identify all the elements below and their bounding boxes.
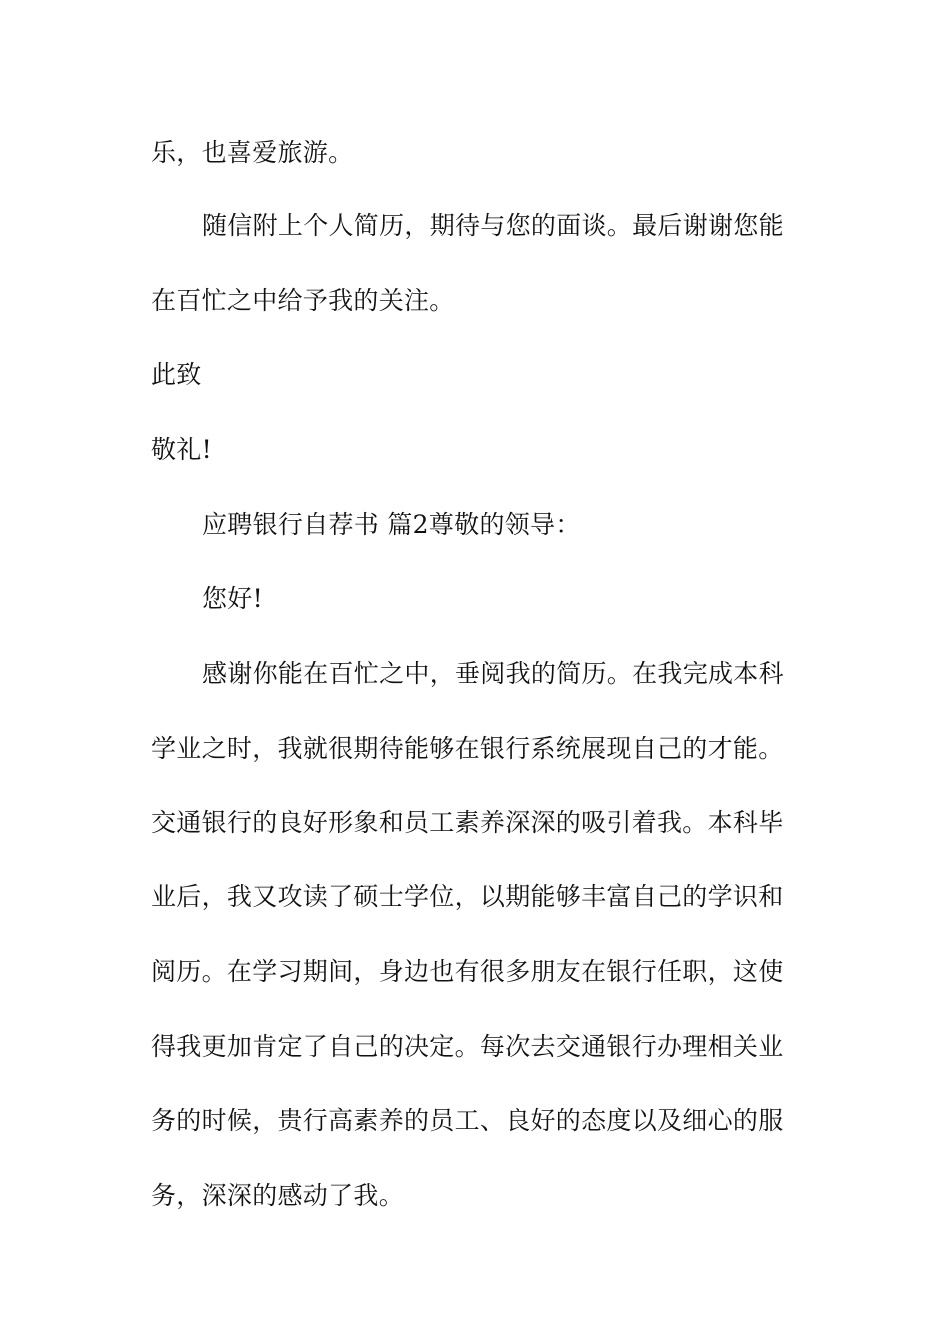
text-line: 务的时候，贵行高素养的员工、良好的态度以及细心的服 [151, 1106, 784, 1135]
section-heading: 应聘银行自荐书 篇2尊敬的领导： [202, 510, 581, 539]
text-line: 随信附上个人简历，期待与您的面谈。最后谢谢您能 [202, 211, 784, 240]
text-line: 感谢你能在百忙之中，垂阅我的简历。在我完成本科 [202, 659, 784, 688]
text-line: 务，深深的感动了我。 [151, 1181, 405, 1210]
closing-phrase: 此致 [151, 360, 202, 389]
text-line: 学业之时，我就很期待能够在银行系统展现自己的才能。 [151, 734, 784, 763]
text-line: 阅历。在学习期间，身边也有很多朋友在银行任职，这使 [151, 957, 784, 986]
closing-salutation: 敬礼! [151, 435, 212, 464]
greeting: 您好! [202, 584, 263, 613]
text-line: 交通银行的良好形象和员工素养深深的吸引着我。本科毕 [151, 808, 784, 837]
text-line: 乐，也喜爱旅游。 [151, 138, 354, 167]
text-line: 业后，我又攻读了硕士学位，以期能够丰富自己的学识和 [151, 882, 784, 911]
text-line: 在百忙之中给予我的关注。 [151, 286, 455, 315]
text-line: 得我更加肯定了自己的决定。每次去交通银行办理相关业 [151, 1032, 784, 1061]
